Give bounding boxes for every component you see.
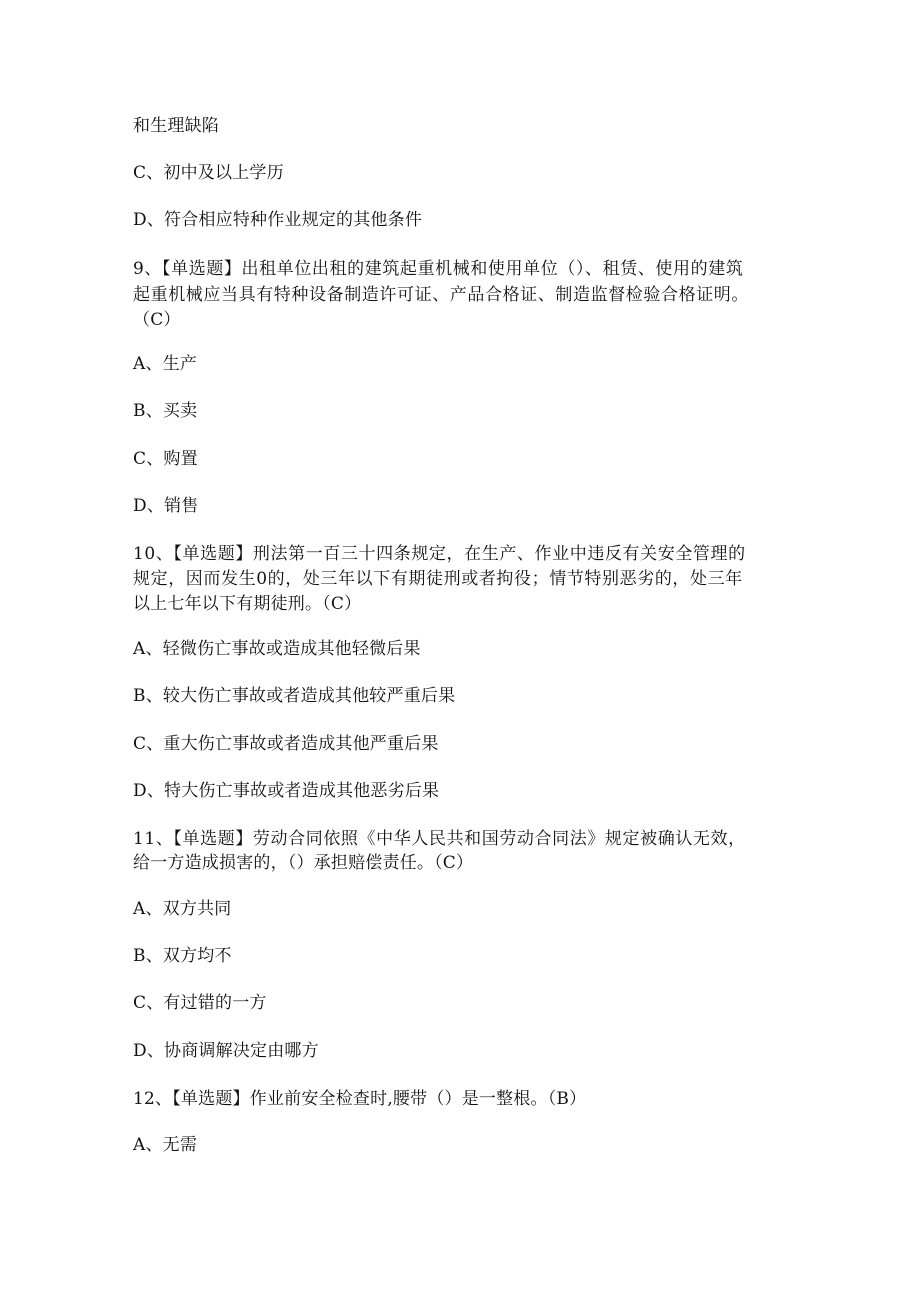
question-11-line-2: 给一方造成损害的，（）承担赔偿责任。（C）: [133, 853, 474, 873]
text-line: 和生理缺陷: [133, 116, 219, 136]
option-c: C、重大伤亡事故或者造成其他严重后果: [133, 734, 439, 754]
question-9-answer: （C）: [133, 310, 181, 330]
option-d: D、协商调解决定由哪方: [133, 1041, 319, 1061]
question-12: 12、【单选题】作业前安全检查时,腰带（）是一整根。（B）: [133, 1089, 587, 1109]
option-c: C、有过错的一方: [133, 993, 267, 1013]
option-a: A、轻微伤亡事故或造成其他轻微后果: [133, 639, 421, 659]
option-d: D、特大伤亡事故或者造成其他恶劣后果: [133, 781, 440, 801]
option-a: A、生产: [133, 354, 198, 374]
option-b: B、买卖: [133, 401, 198, 421]
option-d: D、符合相应特种作业规定的其他条件: [133, 210, 423, 230]
option-d: D、销售: [133, 496, 199, 516]
question-10-line-2: 规定，因而发生0的，处三年以下有期徒刑或者拘役；情节特别恶劣的，处三年: [133, 569, 743, 589]
question-11-line-1: 11、【单选题】劳动合同依照《中华人民共和国劳动合同法》规定被确认无效，: [133, 829, 746, 849]
question-10-line-3: 以上七年以下有期徒刑。（C）: [133, 594, 362, 614]
option-a: A、双方共同: [133, 899, 232, 919]
option-c: C、购置: [133, 449, 198, 469]
option-b: B、较大伤亡事故或者造成其他较严重后果: [133, 686, 456, 706]
question-9-line-2: 起重机械应当具有特种设备制造许可证、产品合格证、制造监督检验合格证明。: [133, 285, 749, 305]
option-a: A、无需: [133, 1135, 198, 1155]
option-b: B、双方均不: [133, 946, 232, 966]
option-c: C、初中及以上学历: [133, 163, 284, 183]
question-9-line-1: 9、【单选题】出租单位出租的建筑起重机械和使用单位（）、租赁、使用的建筑: [133, 259, 744, 279]
question-10-line-1: 10、【单选题】刑法第一百三十四条规定，在生产、作业中违反有关安全管理的: [133, 544, 746, 564]
